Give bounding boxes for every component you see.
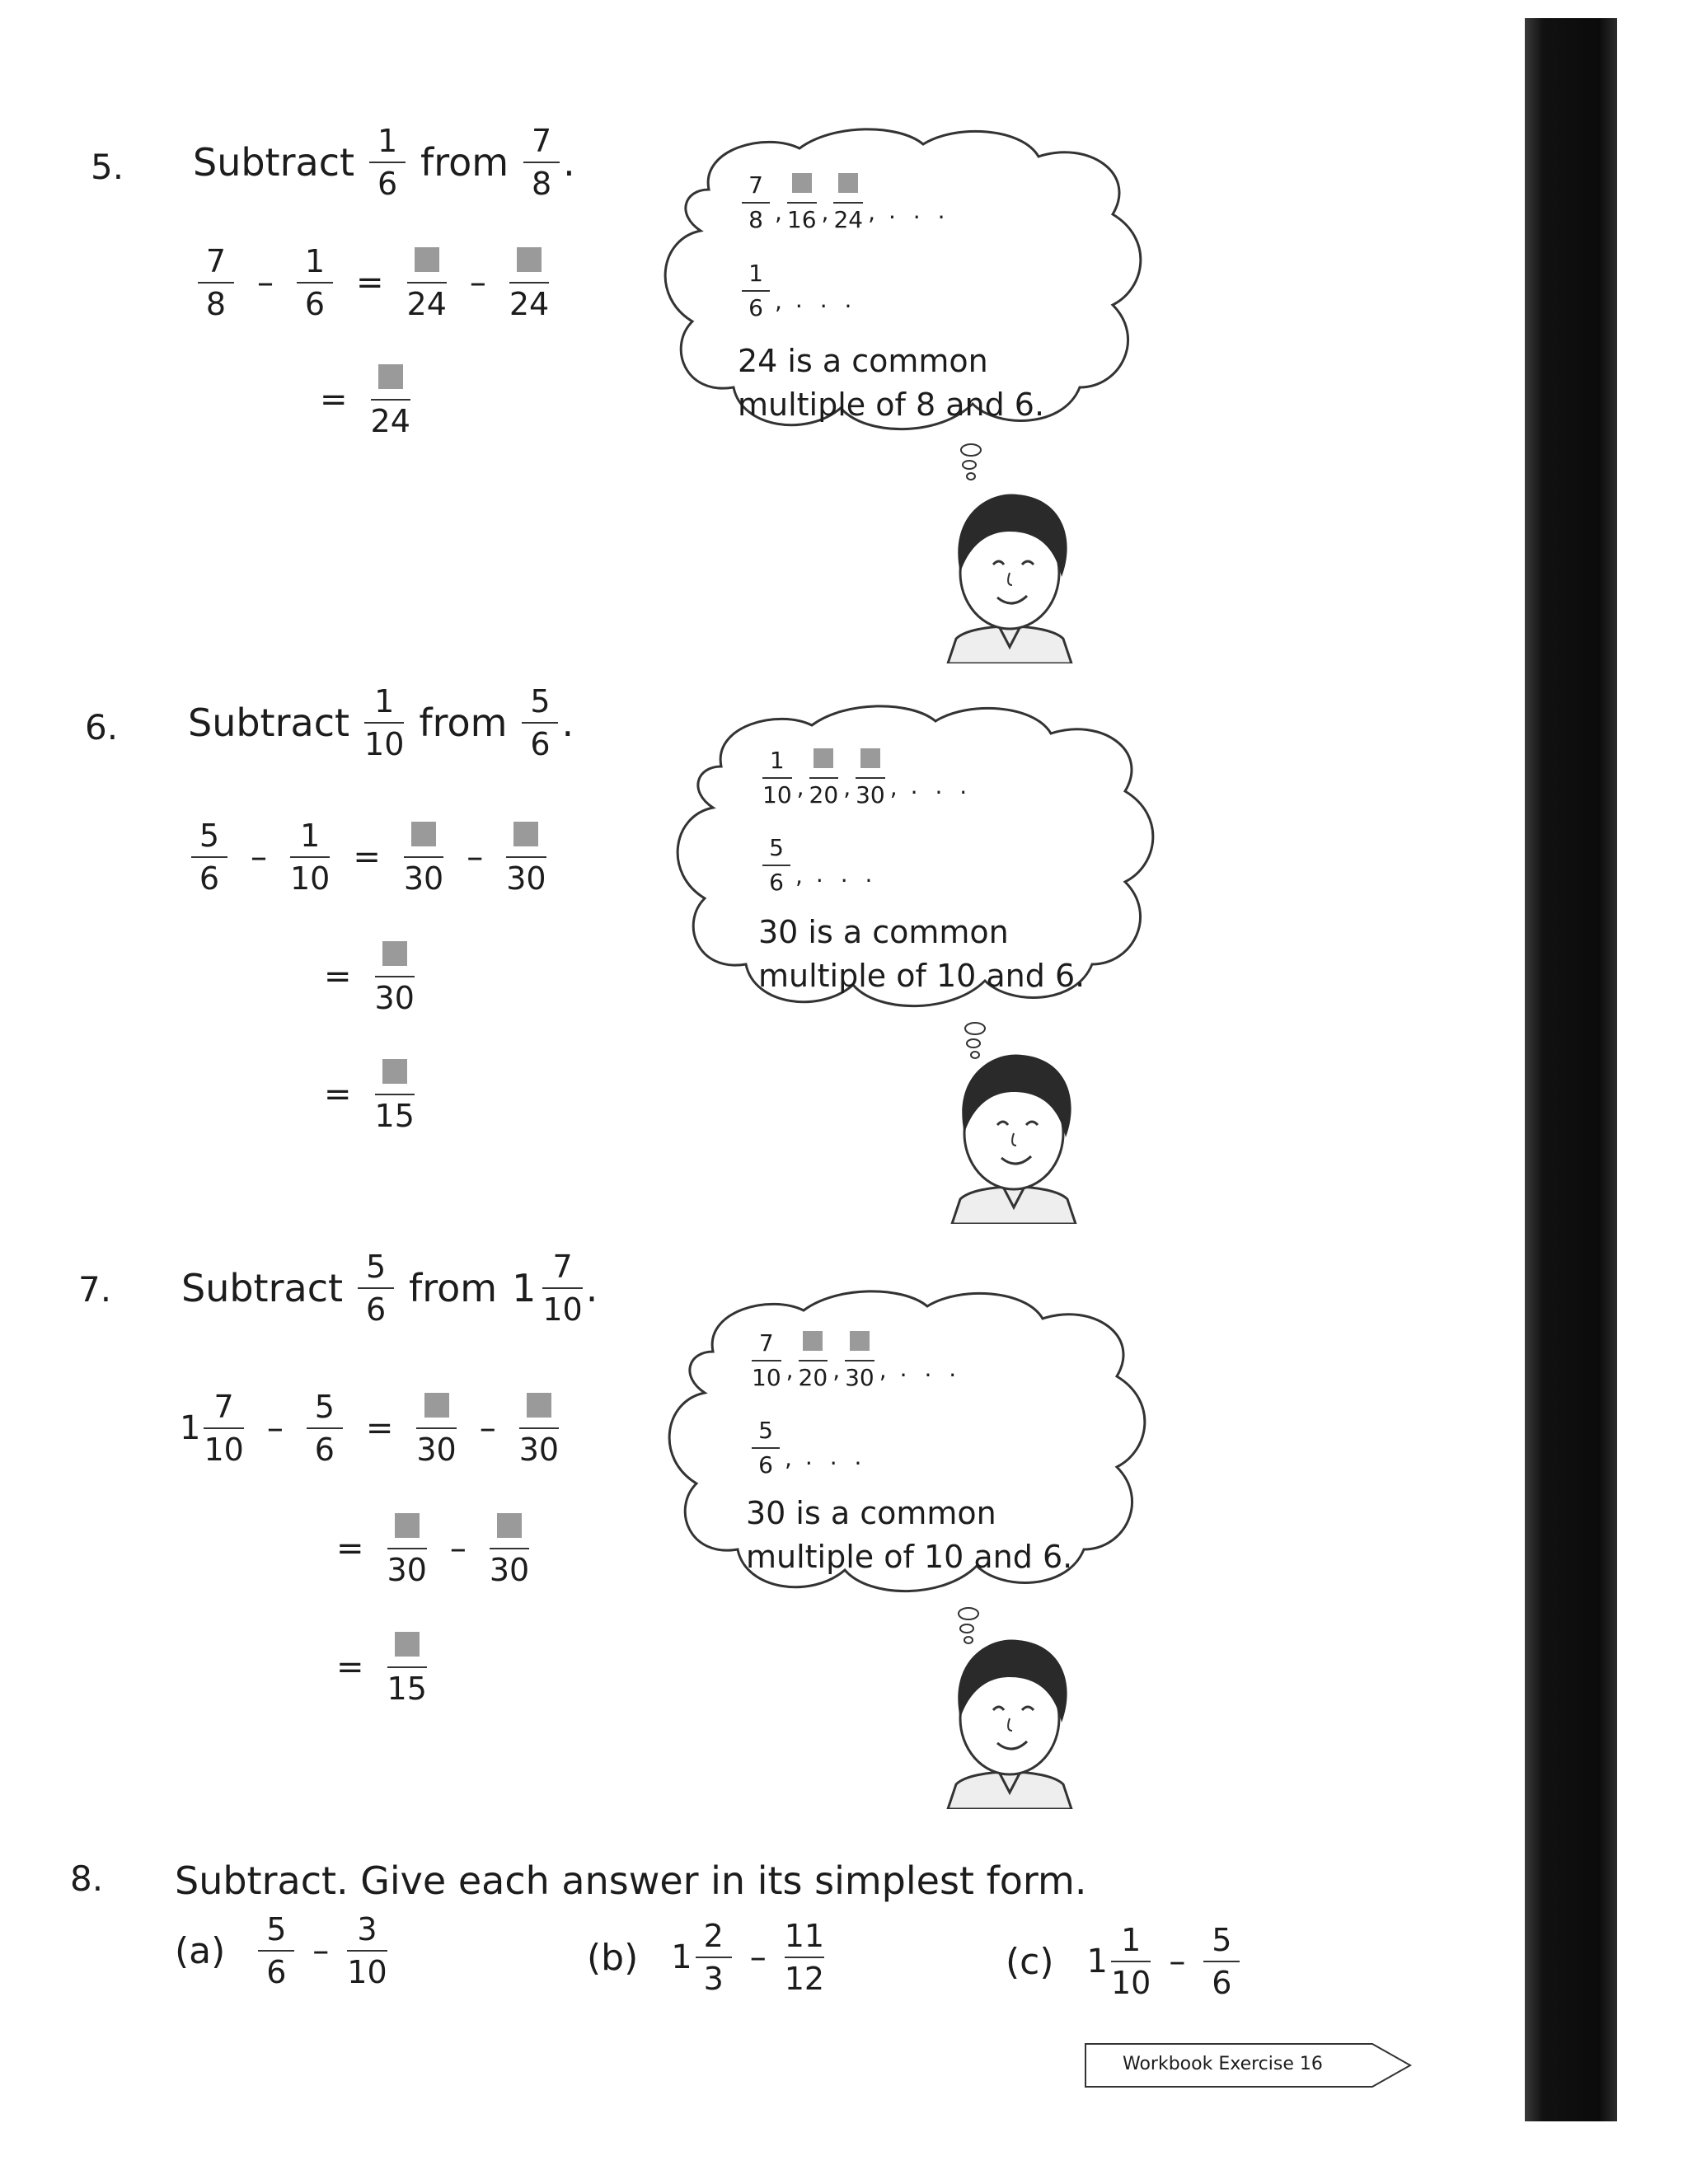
- blank-box: [860, 748, 880, 768]
- question-5-stem: [193, 123, 575, 202]
- minus-sign: –: [312, 1932, 330, 1970]
- bubble-line: multiple of 10 and 6.: [758, 958, 1085, 995]
- blank-box: [378, 364, 403, 389]
- fraction: $\frac{7}{10}$: [542, 1249, 583, 1328]
- blank-fraction: 30: [416, 1391, 456, 1465]
- blank-box: [803, 1331, 823, 1351]
- fraction: $\frac{1}{10}$: [364, 683, 405, 762]
- blank-box: [850, 1331, 870, 1351]
- subtract-word: Subtract: [188, 701, 350, 745]
- blank-box: [792, 173, 812, 193]
- equals-sign: =: [356, 264, 384, 302]
- blank-box: [513, 822, 538, 846]
- blank-box: [814, 748, 833, 768]
- question-8a: [175, 1911, 387, 1990]
- equals-sign: =: [320, 381, 348, 419]
- bubble-line: 24 is a common: [738, 343, 988, 379]
- minus-sign: –: [749, 1938, 767, 1976]
- fraction: $\frac{5}{6}$: [191, 820, 227, 894]
- part-label: (a): [175, 1929, 226, 1972]
- question-6-work-line-2: [324, 940, 415, 1014]
- question-5-work-line-1: [198, 243, 550, 322]
- question-6-work-line-1: [191, 818, 546, 897]
- blank-box: [527, 1393, 551, 1418]
- from-word: from: [419, 701, 508, 745]
- question-7-work-line-2: [336, 1511, 529, 1586]
- fraction: $\frac{7}{10}$: [752, 1329, 781, 1391]
- equals-sign: =: [336, 1530, 364, 1568]
- blank-fraction: 15: [387, 1630, 427, 1704]
- fraction: $\frac{3}{10}$: [347, 1911, 387, 1990]
- blank-box: [382, 941, 407, 966]
- question-8b: [587, 1918, 825, 1997]
- question-5-number: 5.: [91, 147, 124, 187]
- workbook-exercise-label: Workbook Exercise 16: [1123, 2054, 1323, 2074]
- blank-fraction: 15: [375, 1057, 415, 1132]
- blank-fraction: 30: [490, 1511, 529, 1586]
- equals-sign: =: [324, 1076, 352, 1113]
- minus-sign: –: [251, 838, 267, 876]
- minus-sign: –: [1169, 1943, 1186, 1980]
- fraction: $\frac{7}{8}$: [742, 174, 770, 232]
- blank-fraction: 30: [519, 1391, 559, 1465]
- fraction: $\frac{11}{12}$: [784, 1918, 825, 1997]
- fraction: $\frac{5}{6}$: [752, 1419, 780, 1477]
- fraction: $\frac{1}{10}$: [290, 818, 331, 897]
- blank-fraction: 24: [407, 246, 447, 320]
- minus-sign: –: [257, 264, 274, 302]
- fraction: $\frac{7}{10}$: [204, 1389, 244, 1468]
- ellipsis: . . .: [899, 1355, 962, 1382]
- fraction: $\frac{5}{6}$: [307, 1391, 343, 1465]
- multiples-sequence: $\frac{7}{8}$ , 16 , 24 , . . .: [742, 173, 950, 232]
- blank-box: [838, 173, 858, 193]
- multiples-sequence: $\frac{7}{10}$ , 20 , 30 , . . .: [752, 1329, 962, 1391]
- fraction: $\frac{1}{6}$: [742, 262, 770, 320]
- from-word: from: [409, 1266, 498, 1310]
- boy-illustration: [940, 1628, 1080, 1809]
- question-8-number: 8.: [70, 1858, 104, 1899]
- question-7-work-line-1: [180, 1389, 560, 1468]
- minus-sign: –: [266, 1409, 284, 1447]
- multiples-sequence: $\frac{1}{10}$ , 20 , 30 , . . .: [762, 746, 973, 808]
- blank-fraction: 24: [509, 246, 549, 320]
- blank-box: [395, 1632, 420, 1657]
- from-word: from: [420, 140, 509, 185]
- blank-fraction: 30: [404, 820, 443, 894]
- blank-fraction: 24: [371, 363, 410, 437]
- minus-sign: –: [479, 1409, 496, 1447]
- ellipsis: . . .: [815, 860, 878, 888]
- question-8c: [1006, 1924, 1240, 1999]
- ellipsis: . . .: [889, 197, 950, 224]
- blank-box: [424, 1393, 449, 1418]
- multiples-sequence: $\frac{5}{6}$ , . . .: [762, 837, 877, 894]
- fraction: $\frac{5}{6}$: [258, 1914, 294, 1988]
- ellipsis: . . .: [910, 772, 973, 799]
- fraction: $\frac{5}{6}$: [522, 686, 558, 760]
- bubble-line: multiple of 8 and 6.: [738, 387, 1045, 424]
- boy-illustration: [940, 482, 1080, 663]
- part-label: (c): [1006, 1940, 1054, 1983]
- blank-fraction: 30: [375, 940, 415, 1014]
- whole-number: 1: [180, 1409, 201, 1447]
- period: .: [561, 701, 574, 745]
- blank-box: [415, 247, 439, 272]
- minus-sign: –: [449, 1530, 467, 1568]
- question-6-number: 6.: [85, 707, 119, 748]
- question-7-number: 7.: [78, 1269, 112, 1310]
- subtract-word: Subtract: [193, 140, 355, 185]
- multiples-sequence: $\frac{1}{6}$ , . . .: [742, 262, 856, 320]
- blank-box: [395, 1513, 420, 1538]
- blank-box: [517, 247, 542, 272]
- fraction: $\frac{1}{6}$: [369, 125, 406, 199]
- blank-box: [382, 1059, 407, 1084]
- part-label: (b): [587, 1936, 639, 1979]
- fraction: $\frac{1}{10}$: [762, 746, 792, 808]
- bubble-text: [758, 911, 1085, 998]
- fraction: $\frac{5}{6}$: [1203, 1924, 1240, 1999]
- blank-fraction: 30: [856, 748, 885, 807]
- book-spine: [1525, 18, 1617, 2121]
- equals-sign: =: [336, 1648, 364, 1686]
- subtract-word: Subtract: [181, 1266, 344, 1310]
- bubble-line: multiple of 10 and 6.: [746, 1539, 1073, 1576]
- fraction: $\frac{1}{10}$: [1110, 1922, 1151, 2001]
- bubble-line: 30 is a common: [746, 1495, 996, 1531]
- whole-number: 1: [671, 1938, 692, 1976]
- blank-fraction: 20: [799, 1331, 828, 1390]
- boy-illustration: [944, 1043, 1084, 1224]
- equals-sign: =: [365, 1409, 394, 1447]
- fraction: $\frac{2}{3}$: [696, 1920, 732, 1994]
- blank-fraction: 16: [787, 173, 817, 232]
- fraction: $\frac{5}{6}$: [358, 1251, 394, 1325]
- ellipsis: . . .: [804, 1442, 867, 1470]
- blank-fraction: 30: [387, 1511, 427, 1586]
- equals-sign: =: [353, 838, 381, 876]
- blank-box: [411, 822, 436, 846]
- blank-fraction: 30: [506, 820, 546, 894]
- fraction: $\frac{5}{6}$: [762, 837, 790, 894]
- blank-fraction: 20: [809, 748, 839, 807]
- question-6-stem: [188, 683, 574, 762]
- blank-fraction: 24: [833, 173, 863, 232]
- blank-box: [497, 1513, 522, 1538]
- bubble-line: 30 is a common: [758, 914, 1009, 950]
- question-5-work-line-2: [320, 363, 410, 437]
- minus-sign: –: [467, 838, 484, 876]
- question-6-work-line-3: [324, 1057, 415, 1132]
- blank-fraction: 30: [845, 1331, 874, 1390]
- question-7-stem: [181, 1249, 598, 1328]
- minus-sign: –: [469, 264, 486, 302]
- period: .: [585, 1266, 598, 1310]
- fraction: $\frac{7}{8}$: [198, 246, 234, 320]
- whole-number: 1: [1086, 1943, 1108, 1980]
- period: .: [563, 140, 575, 185]
- whole-number: 1: [512, 1266, 537, 1310]
- multiples-sequence: $\frac{5}{6}$ , . . .: [752, 1419, 866, 1477]
- question-8-instruction: Subtract. Give each answer in its simplest form.: [175, 1858, 1087, 1903]
- fraction: $\frac{7}{8}$: [523, 125, 560, 199]
- equals-sign: =: [324, 958, 352, 996]
- bubble-text: [738, 340, 1044, 427]
- ellipsis: . . .: [795, 285, 857, 313]
- bubble-text: [746, 1492, 1072, 1579]
- fraction: $\frac{1}{6}$: [297, 246, 333, 320]
- question-7-work-line-3: [336, 1630, 427, 1707]
